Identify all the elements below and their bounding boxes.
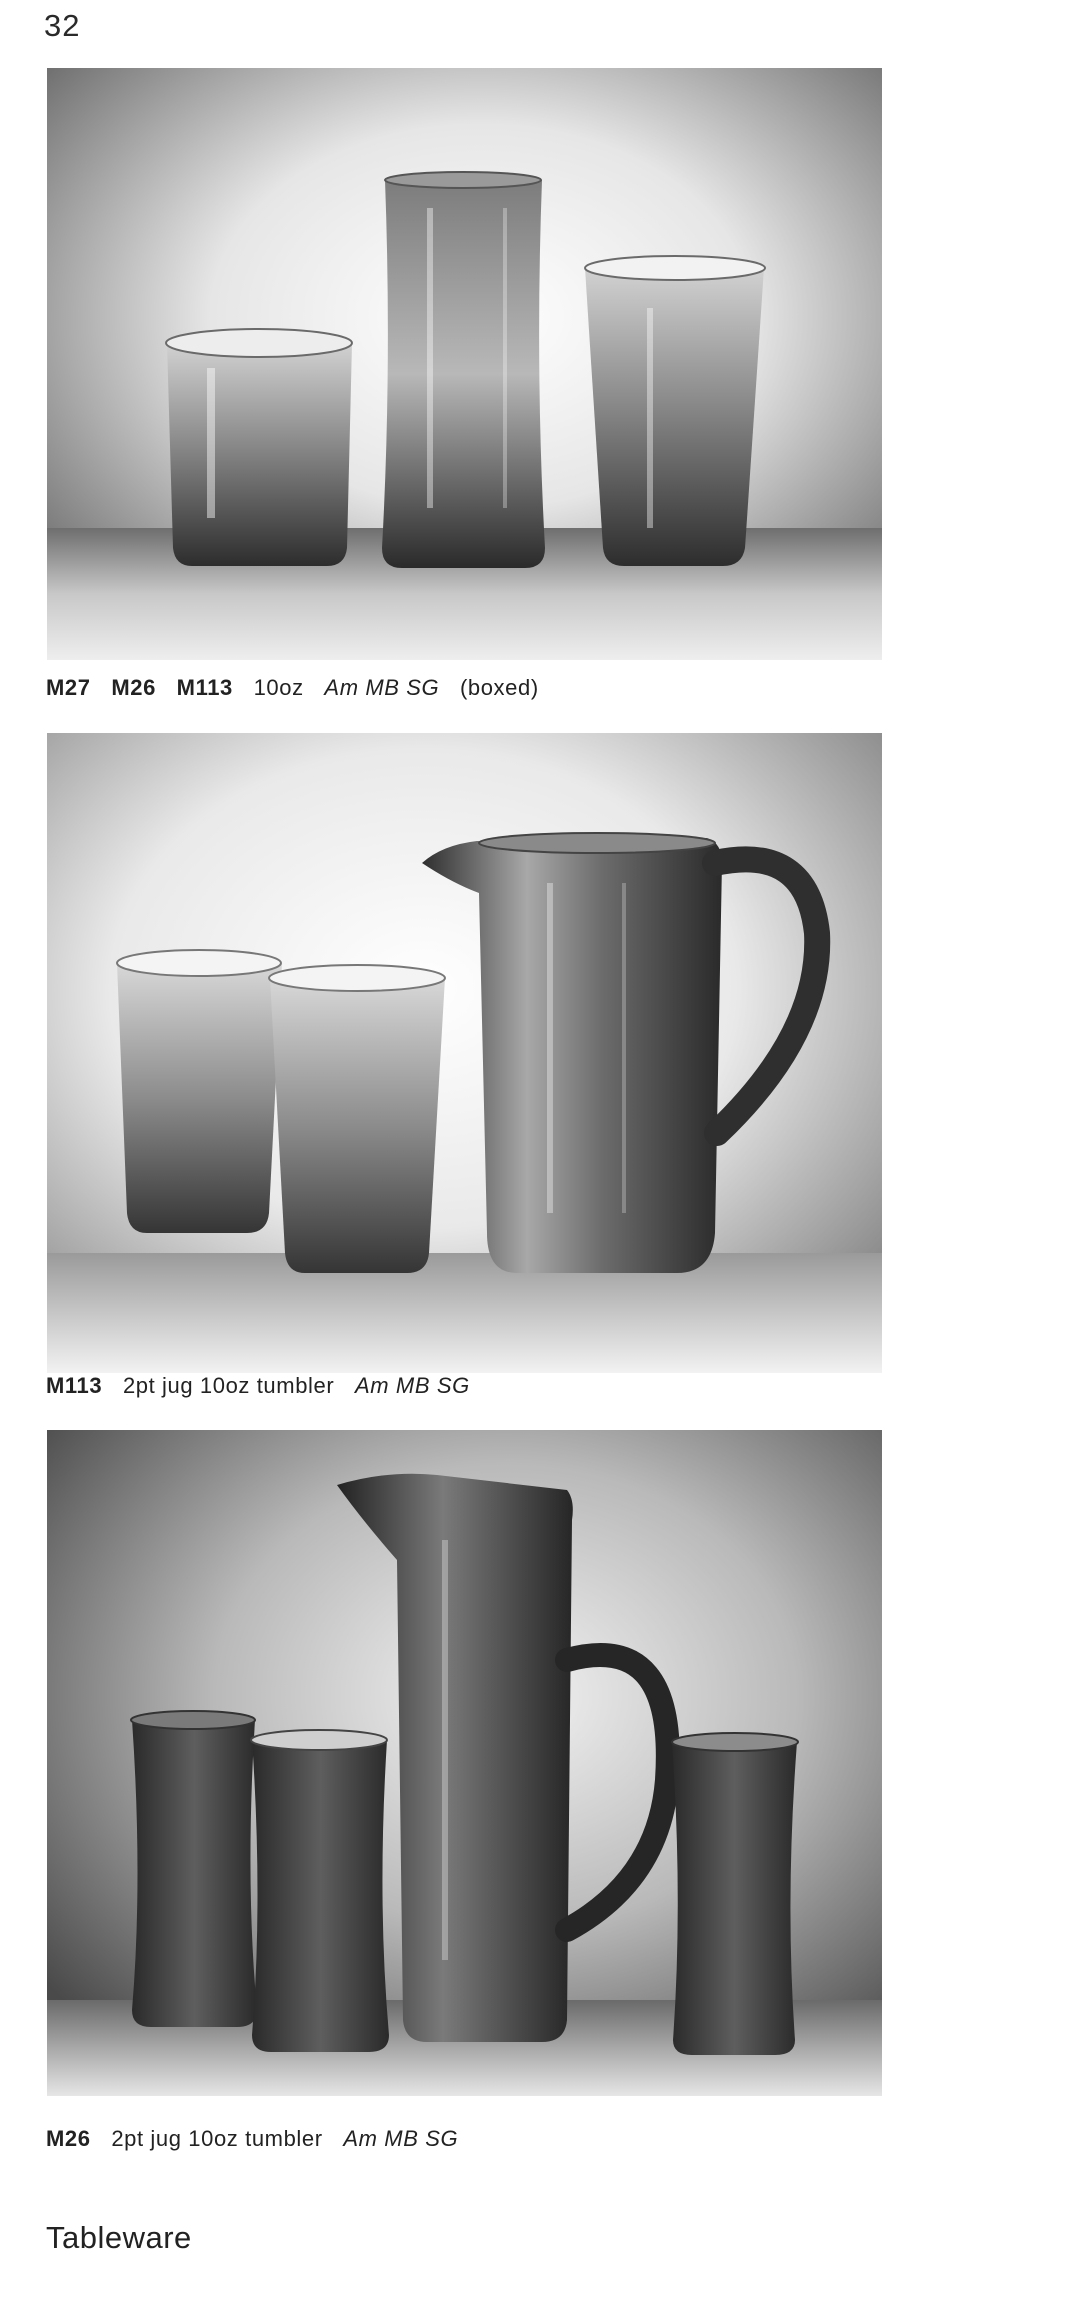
caption-finish: Am MB SG [343,2126,459,2151]
code-m26: M26 [111,675,156,700]
tumbler-right [672,1733,798,2055]
caption-note: (boxed) [459,675,539,700]
product-photo-2 [47,733,882,1373]
tumbler-m113 [585,256,765,566]
section-title: Tableware [46,2220,192,2255]
caption-spec: 2pt jug 10oz tumbler [122,1373,335,1398]
tumbler-left-2 [251,1730,389,2052]
page-number: 32 [44,8,81,43]
code-m113: M113 [176,675,233,700]
tumbler-m27 [166,329,352,566]
glassware-photo-3 [47,1430,882,2096]
tumbler-left-1 [131,1711,257,2027]
code-m27: M27 [46,675,91,700]
tumbler-right [269,965,445,1273]
caption-spec: 2pt jug 10oz tumbler [111,2126,323,2151]
caption-photo-1 [46,675,539,701]
code-m113: M113 [46,1373,103,1398]
caption-photo-3 [46,2126,472,2152]
product-photo-1 [47,68,882,660]
glassware-photo-1 [47,68,882,660]
product-photo-3 [47,1430,882,2096]
caption-finish: Am MB SG [324,675,440,700]
caption-photo-2 [46,1373,484,1399]
tumbler-m26 [382,172,545,568]
caption-finish: Am MB SG [355,1373,470,1398]
tumbler-left [117,950,282,1233]
caption-spec: 10oz [253,675,304,700]
glassware-photo-2 [47,733,882,1373]
code-m26: M26 [46,2126,91,2151]
